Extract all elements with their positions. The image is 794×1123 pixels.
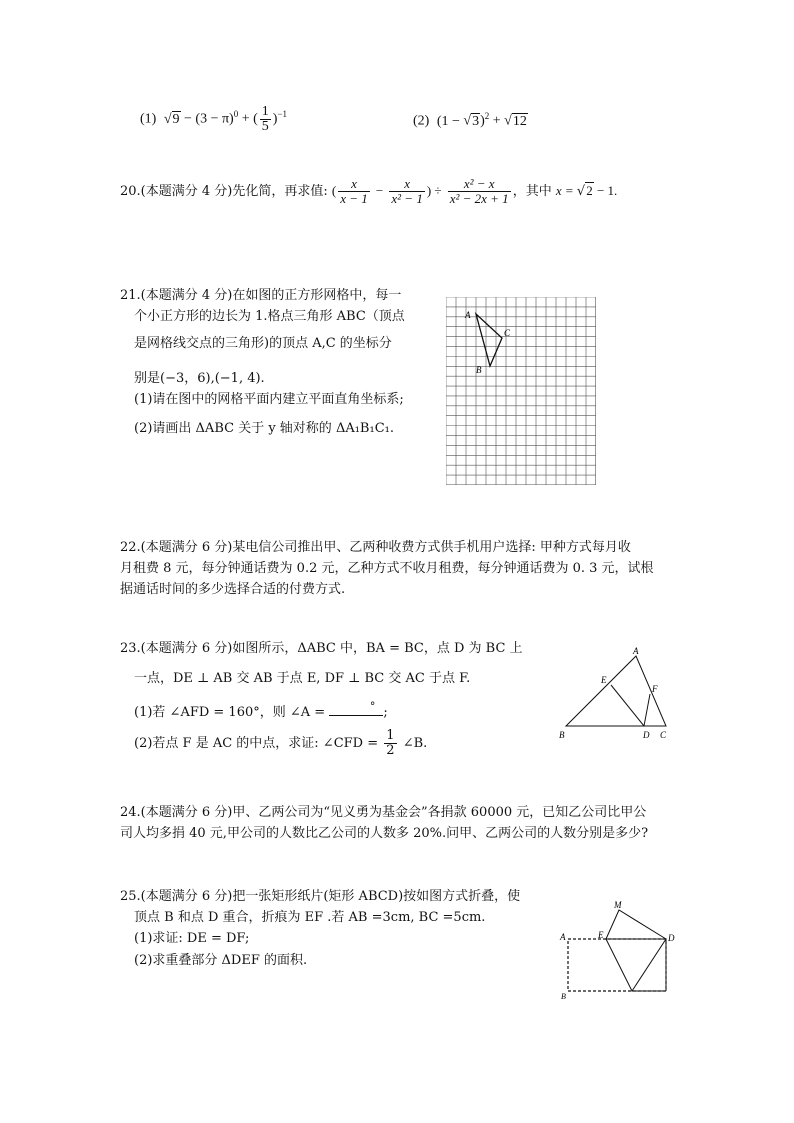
q19-p2-label: (2) xyxy=(413,113,430,129)
q23-line-2: 一点，DE ⊥ AB 交 AB 于点 E, DF ⊥ BC 交 AC 于点 F. xyxy=(134,671,471,686)
q21-grid-figure xyxy=(446,297,596,485)
q23-line-4: (2)若点 F 是 AC 的中点，求证: ∠CFD = $\frac{1}{2}$ ∠B. xyxy=(134,728,428,758)
svg-text:A: A xyxy=(633,646,639,656)
q21-line-2: 个小正方形的边长为 1.格点三角形 ABC（顶点 xyxy=(134,309,405,324)
svg-text:C: C xyxy=(660,730,667,740)
q21-line-4: 别是(−3，6),(−1, 4). xyxy=(134,371,265,386)
svg-text:D: D xyxy=(668,933,675,943)
q19-sqrt9: 9 xyxy=(172,111,180,127)
q23-line-1: 23.(本题满分 6 分)如图所示，ΔABC 中，BA = BC，点 D 为 BC 上 xyxy=(120,641,523,656)
q20-prefix: 20.(本题满分 4 分)先化简，再求值: xyxy=(120,184,328,199)
triangle-abc xyxy=(476,314,502,366)
q21-line-5: (1)请在图中的网格平面内建立平面直角坐标系; xyxy=(134,392,404,407)
q25-line-3: (1)求证: DE = DF; xyxy=(134,931,250,946)
q22-line-1: 22.(本题满分 6 分)某电信公司推出甲、乙两种收费方式供手机用户选择: 甲种方式每月收 xyxy=(120,540,631,555)
q19-p1-label: (1) xyxy=(140,111,157,127)
folded-flap xyxy=(606,910,666,939)
q20-frac-1: $\frac{x}{x - 1}$ xyxy=(340,176,368,206)
svg-text:E: E xyxy=(598,930,604,940)
q24-line-2: 司人均多捐 40 元,甲公司的人数比乙公司的人数多 20%.问甲、乙两公司的人数分别是多少? xyxy=(120,826,649,841)
q19-fraction: $\frac{1}{5}$ xyxy=(261,103,269,134)
label-c: C xyxy=(504,328,511,338)
svg-text:E: E xyxy=(601,675,607,685)
q25-line-1: 25.(本题满分 6 分)把一张矩形纸片(矩形 ABCD)按如图方式折叠，使 xyxy=(120,889,521,904)
triangle-def xyxy=(606,939,666,991)
q19-part2: (2) $(1 - √3)^2 + √12$ xyxy=(413,111,527,129)
answer-blank[interactable]: ° xyxy=(329,703,383,716)
q25-line-4: (2)求重叠部分 ΔDEF 的面积. xyxy=(134,953,308,968)
q20-line: 20.(本题满分 4 分)先化简，再求值: ( $\frac{x}{x - 1}$ − $\frac{x}{\text{x² − 1}}$ ) ÷ $\frac{\text{x² − x}}{\text{x² − 2x + 1}}$ ，其中 x = √2 − 1. xyxy=(120,176,618,206)
q19-part1: (1) $√9 - (3 - \pi)^0$ + ( $\frac{1}{5}$ )$^{-1}$ xyxy=(140,103,288,134)
q21-line-3: 是网格线交点的三角形)的顶点 A,C 的坐标分 xyxy=(134,336,392,351)
svg-text:M: M xyxy=(614,900,622,910)
segment-df xyxy=(644,694,650,726)
svg-text:B: B xyxy=(559,730,565,740)
q21-line-6: (2)请画出 ΔABC 关于 y 轴对称的 ΔA₁B₁C₁. xyxy=(134,421,394,436)
q22-line-2: 月租费 8 元，每分钟通话费为 0.2 元，乙种方式不收月租费，每分钟通话费为 0. 3 元，试根 xyxy=(120,561,654,576)
original-rectangle-dashed xyxy=(568,939,666,991)
q22-line-3: 据通话时间的多少选择合适的付费方式. xyxy=(120,582,346,597)
svg-text:D: D xyxy=(643,730,650,740)
grid-lines xyxy=(446,297,596,485)
q23-line-3: (1)若 ∠AFD = 160°，则 ∠A = ° ; xyxy=(134,700,388,720)
label-b: B xyxy=(476,365,482,375)
q20-frac-2: $\frac{x}{\text{x² − 1}}$ xyxy=(391,176,423,206)
svg-text:A: A xyxy=(560,932,566,942)
q24-line-1: 24.(本题满分 6 分)甲、乙两公司为“见义勇为基金会”各捐款 60000 元，已知乙公司比甲公 xyxy=(120,805,647,820)
q23-triangle-figure xyxy=(556,644,676,744)
q25-fold-figure xyxy=(556,896,686,1000)
q20-frac-3: $\frac{\text{x² − x}}{\text{x² − 2x + 1}}$ xyxy=(449,176,509,206)
svg-text:B: B xyxy=(561,992,566,1000)
q21-line-1: 21.(本题满分 4 分)在如图的正方形网格中，每一 xyxy=(120,288,402,303)
q23-half-fraction: $\frac{1}{2}$ xyxy=(386,728,395,758)
svg-text:F: F xyxy=(652,684,658,694)
q25-line-2: 顶点 B 和点 D 重合，折痕为 EF .若 AB =3cm, BC =5cm. xyxy=(134,910,486,925)
label-a: A xyxy=(465,310,471,320)
segment-de xyxy=(611,685,644,726)
